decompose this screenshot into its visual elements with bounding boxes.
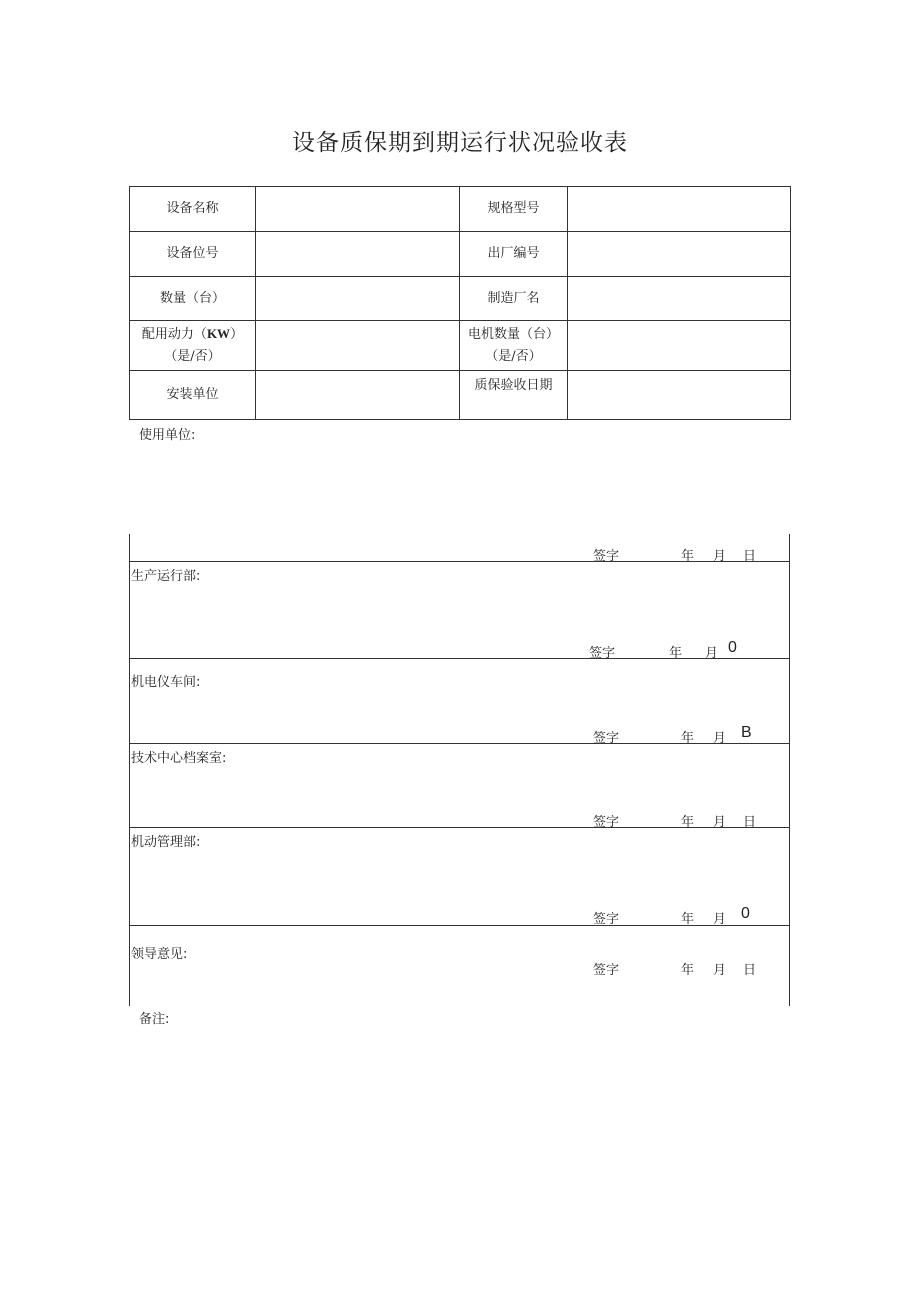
table-row (130, 232, 791, 277)
year-label: 年 (681, 731, 695, 746)
installer-field[interactable] (256, 371, 460, 420)
equipment-name-label: 设备名称 (130, 187, 256, 232)
equipment-name-field[interactable] (256, 187, 460, 232)
equipment-tag-label: 设备位号 (130, 232, 256, 277)
year-label: 年 (681, 963, 695, 978)
year-label: 年 (681, 912, 695, 927)
quantity-label: 数量（台） (130, 277, 256, 321)
day-label: 日 (743, 963, 757, 978)
manufacturer-label: 制造厂名 (460, 277, 568, 321)
year-label: 年 (681, 549, 695, 564)
motor-count-text: 电机数量（台） (467, 326, 559, 342)
day-label: 日 (743, 815, 757, 830)
year-label: 年 (681, 815, 695, 830)
equipment-tag-field[interactable] (256, 232, 460, 277)
power-label-suffix: ） (230, 327, 244, 342)
table-row (130, 277, 791, 321)
motor-yes-no: （是/否） (485, 348, 542, 364)
page-title: 设备质保期到期运行状况验收表 (292, 130, 628, 156)
user-unit-label: 使用单位: (139, 428, 196, 443)
serial-number-field[interactable] (568, 232, 791, 277)
serial-number-label: 出厂编号 (460, 232, 568, 277)
model-spec-label: 规格型号 (460, 187, 568, 232)
sign-label: 签字 (589, 646, 616, 661)
day-label: 0 (741, 905, 750, 922)
power-field[interactable] (256, 321, 460, 371)
model-spec-field[interactable] (568, 187, 791, 232)
leader-opinion-label: 领导意见: (131, 947, 188, 962)
motor-count-label (460, 321, 568, 371)
month-label: 月 (713, 815, 727, 830)
divider (129, 658, 790, 659)
month-label: 月 (713, 912, 727, 927)
remarks-label: 备注: (139, 1012, 170, 1027)
right-border (789, 534, 790, 1006)
power-unit: KW (206, 326, 231, 341)
left-border (129, 534, 130, 1006)
power-label (130, 321, 256, 371)
installer-label: 安装单位 (130, 371, 256, 420)
equipment-info-table (129, 186, 791, 420)
sign-label: 签字 (593, 549, 620, 564)
power-label-prefix: 配用动力（ (141, 327, 207, 342)
power-yes-no: （是/否） (164, 349, 221, 364)
electrical-workshop-label: 机电仪车间: (131, 675, 201, 690)
warranty-date-label: 质保验收日期 (460, 371, 568, 420)
manufacturer-field[interactable] (568, 277, 791, 321)
mechanical-dept-label: 机动管理部: (131, 835, 201, 850)
table-row (130, 187, 791, 232)
sign-label: 签字 (593, 815, 620, 830)
month-label: 月 (713, 549, 727, 564)
month-label: 月 (713, 963, 727, 978)
sign-label: 签字 (593, 731, 620, 746)
archive-room-label: 技术中心档案室: (131, 751, 227, 766)
month-label: 月 (713, 731, 727, 746)
day-label: 日 (743, 549, 757, 564)
warranty-date-field[interactable] (568, 371, 791, 420)
sign-label: 签字 (593, 963, 620, 978)
year-label: 年 (669, 646, 683, 661)
month-label: 月 (705, 646, 719, 661)
table-row (130, 371, 791, 420)
quantity-field[interactable] (256, 277, 460, 321)
table-row (130, 321, 791, 371)
day-label: B (741, 724, 752, 741)
production-dept-label: 生产运行部: (131, 569, 201, 584)
motor-count-field[interactable] (568, 321, 791, 371)
sign-label: 签字 (593, 912, 620, 927)
day-label: 0 (728, 639, 737, 656)
